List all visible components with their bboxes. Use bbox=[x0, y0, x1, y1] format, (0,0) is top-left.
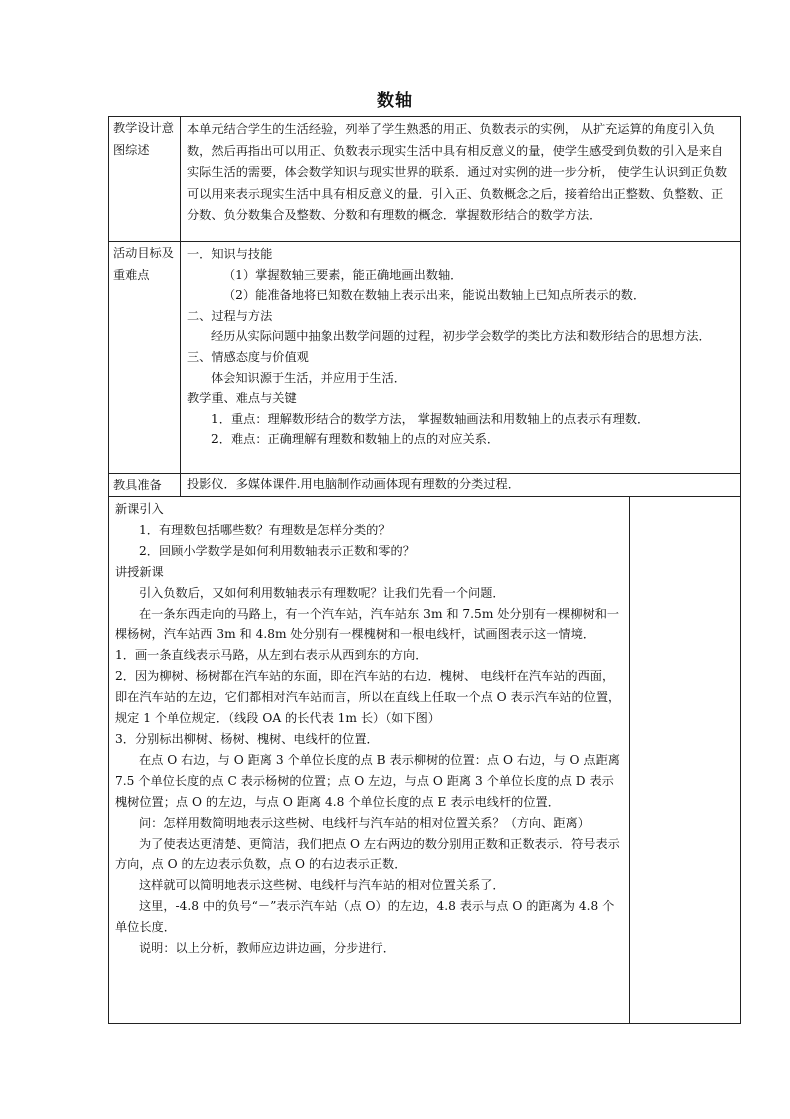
lesson-line: 新课引入 bbox=[115, 502, 164, 516]
lesson-line: 2．因为柳树、杨树都在汽车站的东面，即在汽车站的右边．槐树、 电线杆在汽车站的西面，即在汽车站的左边，它们都相对汽车站而言，所以在直线上任取一个点 O 表示汽车站的位置，规定 1 个单位规定．（线段 OA 的长代表 1m 长）（如下图） bbox=[115, 669, 621, 726]
lesson-line: 讲授新课 bbox=[115, 564, 164, 579]
lesson-content bbox=[109, 497, 629, 961]
tools-row bbox=[109, 474, 741, 497]
goals-line: 一．知识与技能 bbox=[187, 247, 273, 261]
lesson-line: 这里，-4.8 中的负号“－”表示汽车站（点 O）的左边，4.8 表示与点 O 的距离为 4.8 个单位长度． bbox=[115, 899, 615, 935]
lesson-line: 3．分别标出柳树、杨树、槐树、电线杆的位置． bbox=[115, 731, 379, 746]
lesson-line: 1．画一条直线表示马路，从左到右表示从西到东的方向． bbox=[115, 648, 428, 663]
lesson-line: 2．回顾小学数学是如何利用数轴表示正数和零的？ bbox=[139, 543, 415, 558]
lesson-line: 在点 O 右边，与 O 距离 3 个单位长度的点 B 表示柳树的位置：点 O 右边，与 O 点距离 7.5 个单位长度的点 C 表示杨树的位置；点 O 左边，与点 O 距离 3 个单位长度的点 D 表示槐树位置；点 O 的左边，与点 O 距离 4.8 个单位长度的点 E 表示电线杆的位置． bbox=[115, 752, 620, 809]
goals-line: （2）能准备地将已知数在数轴上表示出来，能说出数轴上已知点所表示的数． bbox=[223, 288, 646, 303]
lesson-line: 说明：以上分析，教师应边讲边画，分步进行． bbox=[139, 941, 395, 956]
design-row bbox=[109, 117, 741, 242]
lesson-plan-table bbox=[108, 116, 741, 1024]
goals-line: 经历从实际问题中抽象出数学问题的过程，初步学会数学的类比方法和数形结合的思想方法． bbox=[211, 329, 711, 344]
goals-line: 三、情感态度与价值观 bbox=[187, 349, 309, 364]
goals-line: 教学重、难点与关键 bbox=[187, 391, 297, 406]
goals-content bbox=[181, 242, 740, 452]
page-title: 数轴 bbox=[377, 91, 413, 111]
lesson-line: 问：怎样用数简明地表示这些树、电线杆与汽车站的相对位置关系？（方向、距离） bbox=[139, 815, 590, 830]
lesson-row bbox=[109, 497, 741, 1024]
design-label: 教学设计意图综述 bbox=[109, 117, 181, 242]
lesson-line: 这样就可以简明地表示这些树、电线杆与汽车站的相对位置关系了． bbox=[139, 878, 505, 893]
notes-column bbox=[630, 497, 741, 1024]
lesson-line: 在一条东西走向的马路上，有一个汽车站，汽车站东 3m 和 7.5m 处分别有一棵柳树和一棵杨树，汽车站西 3m 和 4.8m 处分别有一棵槐树和一根电线杆，试画图表示这一情境． bbox=[115, 606, 620, 642]
tools-text: 投影仪．多媒体课件.用电脑制作动画体现有理数的分类过程． bbox=[187, 477, 520, 491]
goals-line: 2．难点：正确理解有理数和数轴上的点的对应关系． bbox=[211, 432, 500, 447]
goals-row bbox=[109, 242, 741, 474]
goals-line: 体会知识源于生活，并应用于生活． bbox=[211, 370, 406, 385]
lesson-line: 引入负数后，又如何利用数轴表示有理数呢？让我们先看一个问题． bbox=[139, 585, 505, 600]
goals-line: 1．重点：理解数形结合的数学方法， 掌握数轴画法和用数轴上的点表示有理数． bbox=[211, 411, 650, 426]
goals-line: （1）掌握数轴三要素，能正确地画出数轴． bbox=[223, 267, 463, 282]
lesson-line: 为了使表达更清楚、更简洁，我们把点 O 左右两边的数分别用正数和正数表示．符号表示方向，点 O 的左边表示负数，点 O 的右边表示正数． bbox=[115, 836, 620, 872]
tools-label: 教具准备 bbox=[109, 474, 181, 497]
lesson-line: 1．有理数包括哪些数？有理数是怎样分类的？ bbox=[139, 522, 391, 537]
goals-line: 二、过程与方法 bbox=[187, 308, 273, 323]
design-text: 本单元结合学生的生活经验，列举了学生熟悉的用正、负数表示的实例， 从扩充运算的角度引入负数，然后再指出可以用正、负数表示现实生活中具有相反意义的量，使学生感受到负数的引入是来自实际生活的需要，体会数学知识与现实世界的联系．通过对实例的进一步分析， 使学生认识到正负数可以用来表示现实生活中具有相反意义的量．引入正、负数概念之后，接着给出正整数、负整数、正分数、负分数集合及整数、分数和有理数的概念．掌握数形结合的数学方法． bbox=[187, 122, 728, 223]
goals-label: 活动目标及重难点 bbox=[109, 242, 181, 474]
